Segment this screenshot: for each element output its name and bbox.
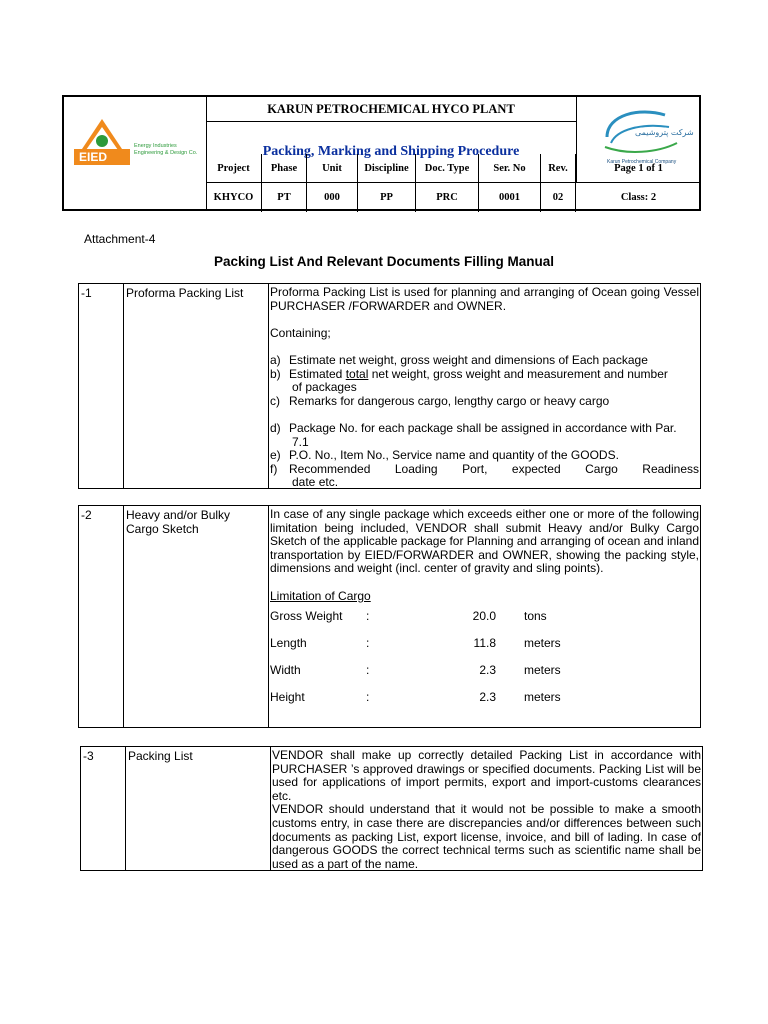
list-item: c) Remarks for dangerous cargo, lengthy cargo or heavy cargo [270, 393, 610, 408]
value-serno: 0001 [479, 183, 541, 212]
left-logo-text: EIED [79, 150, 108, 164]
attachment-label: Attachment-4 [84, 232, 156, 246]
paragraph-2: VENDOR should understand that it would not be possible to make a smooth customs entry, in case there are discrepancies and/or differences between such documents as packing List, export license, invoice, and bill of lading. In case of dangerous GOODS the correct technical terms such as scientific name shall be used as a part of the name. [272, 802, 701, 871]
section-number: -2 [78, 505, 124, 728]
list-item: e) P.O. No., Item No., Service name and quantity of the GOODS. [270, 448, 619, 463]
value-class: Class: 2 [620, 192, 657, 203]
header-col-serno: Ser. No [479, 154, 541, 183]
value-project: KHYCO [206, 183, 262, 212]
header-col-doctype: Doc. Type [416, 154, 479, 183]
section-intro: In case of any single package which exceeds either one or more of the following limitation being included, VENDOR shall submit Heavy and/or Bulky Cargo Sketch of the applicable package for Planning and arranging of ocean and inland transportation by EIED/FORWARDER and OWNER, showing the packing style, dimensions and weight (incl. center of gravity and sling points). [270, 507, 699, 576]
limit-row: Width : 2.3 meters [270, 662, 561, 677]
header-col-page: Page 1 of 1 [576, 154, 701, 183]
section-proforma-packing-list [78, 283, 701, 489]
section-packing-list [80, 746, 703, 871]
list-item-continuation: of packages [292, 380, 357, 395]
list-item: a) Estimate net weight, gross weight and dimensions of Each package [270, 352, 648, 367]
list-item-continuation: date etc. [292, 475, 339, 490]
svg-text:Engineering & Design Co.: Engineering & Design Co. [134, 150, 198, 156]
limit-row: Height : 2.3 meters [270, 689, 561, 704]
value-discipline: PP [358, 183, 416, 212]
containing-text: Containing; [270, 325, 331, 340]
value-unit: 000 [307, 183, 358, 212]
section-number: -1 [78, 283, 124, 489]
section-number: -3 [80, 746, 126, 871]
eied-logo-icon [64, 97, 204, 211]
document-header [62, 95, 701, 211]
header-col-phase: Phase [262, 154, 307, 183]
header-col-unit: Unit [307, 154, 358, 183]
doc-info-table [206, 154, 700, 212]
procedure-title: Packing, Marking and Shipping Procedure [206, 122, 576, 183]
section-label: Proforma Packing List [124, 283, 268, 489]
list-item: f) Recommended Loading Port, expected Cargo Readiness [270, 461, 699, 476]
company-title: KARUN PETROCHEMICAL HYCO PLANT [206, 97, 576, 122]
header-col-rev: Rev. [541, 154, 576, 183]
limitation-heading: Limitation of Cargo [270, 588, 371, 603]
list-item: d) Package No. for each package shall be assigned in accordance with Par. [270, 420, 677, 435]
section-body [270, 746, 703, 871]
right-logo-caption: Karun Petrochemical Company [607, 159, 677, 165]
section-heavy-bulky-cargo [78, 505, 701, 728]
section-body [268, 505, 701, 728]
limit-row: Length : 11.8 meters [270, 635, 561, 650]
header-col-discipline: Discipline [358, 154, 416, 183]
eied-logo [64, 97, 207, 211]
header-col-project: Project [206, 154, 262, 183]
value-phase: PT [262, 183, 307, 212]
section-intro: Proforma Packing List is used for planning and arranging of Ocean going Vessel PURCHASER /FORWARDER and OWNER. [270, 285, 699, 313]
document-title: Packing List And Relevant Documents Filling Manual [213, 254, 555, 269]
list-item: b) Estimated total net weight, gross weight and measurement and number [270, 366, 668, 381]
limit-row: Gross Weight : 20.0 tons [270, 608, 547, 623]
svg-text:شرکت پتروشیمی: شرکت پتروشیمی [635, 128, 694, 137]
value-rev: 02 [541, 183, 576, 212]
svg-text:Energy Industries: Energy Industries [134, 143, 177, 149]
list-item-continuation: 7.1 [292, 434, 309, 449]
section-label: Packing List [126, 746, 270, 871]
value-doctype: PRC [416, 183, 479, 212]
section-body [268, 283, 701, 489]
paragraph-1: VENDOR shall make up correctly detailed Packing List in accordance with PURCHASER ’s approved drawings or specified documents. Packing List will be used for applications of import permits, export and import-customs clearances etc. [272, 748, 701, 803]
section-label: Heavy and/or Bulky Cargo Sketch [124, 505, 268, 728]
